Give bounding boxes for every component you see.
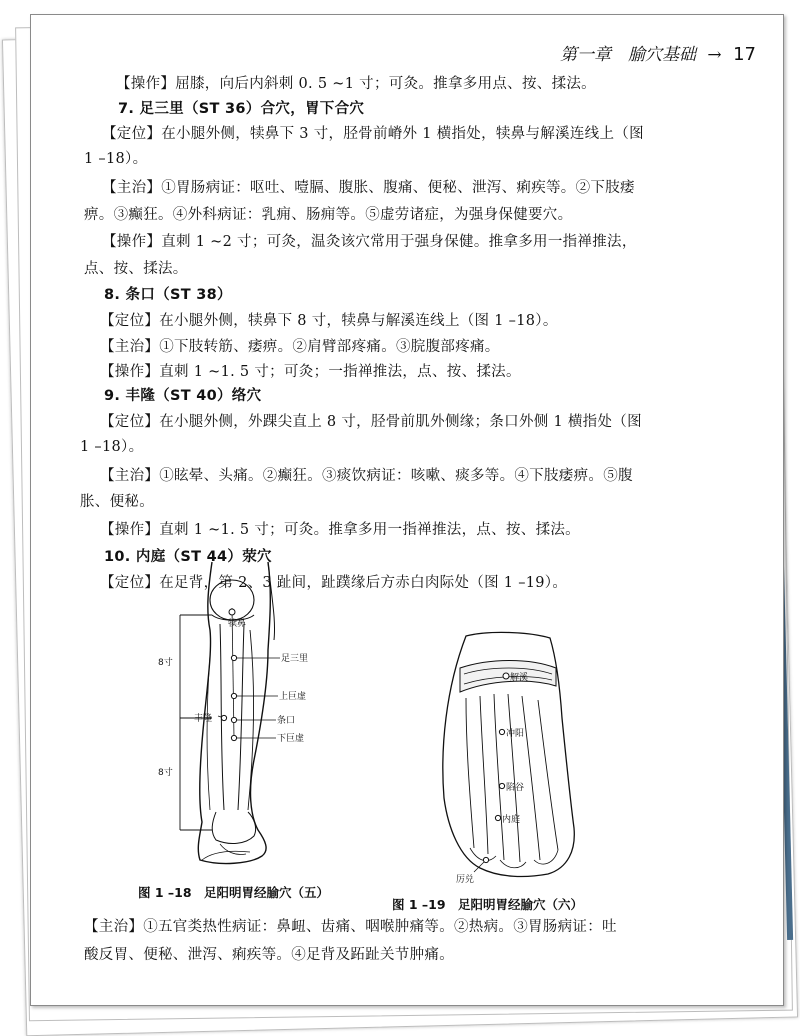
acupoint-fenglong — [221, 715, 226, 720]
acupoint-neiting — [495, 815, 500, 820]
text-line: 【定位】在小腿外侧，外踝尖直上 8 寸，胫骨前肌外侧缘；条口外侧 1 横指处（图 — [100, 414, 642, 430]
acupoint-zusanli — [231, 655, 236, 660]
text-line: 【主治】①五官类热性病证：鼻衄、齿痛、咽喉肿痛等。②热病。③胃肠病证：吐 — [84, 919, 617, 935]
text-line: 【主治】①下肢转筋、痿痹。②肩臂部疼痛。③脘腹部疼痛。 — [100, 339, 500, 355]
figure-1-18-caption: 图 1 –18 足阳明胃经腧穴（五） — [138, 885, 330, 900]
text-line: 胀、便秘。 — [80, 494, 154, 510]
text-line: 痹。③癫狂。④外科病证：乳痈、肠痈等。⑤虚劳诸症，为强身保健要穴。 — [84, 207, 573, 223]
page-number: 17 — [733, 44, 756, 65]
text-line: 1 –18）。 — [80, 439, 144, 455]
label-shangjuxu: 上巨虚 — [279, 692, 307, 702]
text-line: 酸反胃、便秘、泄泻、痢疾等。④足背及跖趾关节肿痛。 — [84, 947, 454, 963]
label-chongyang: 冲阳 — [506, 729, 525, 739]
label-xiangu: 陷谷 — [506, 783, 525, 793]
section-heading: 10. 内庭（ST 44）荥穴 — [104, 549, 272, 565]
label-dubi: 犊鼻 — [228, 619, 247, 629]
text-line: 【操作】直刺 1 ~1. 5 寸；可灸；一指禅推法，点、按、揉法。 — [100, 364, 521, 380]
text-line: 【操作】屈膝，向后内斜刺 0. 5 ~1 寸；可灸。推拿多用点、按、揉法。 — [116, 76, 596, 92]
text-line: 1 –18）。 — [84, 151, 148, 167]
label-tiaokou: 条口 — [277, 716, 296, 726]
label-zusanli: 足三里 — [281, 654, 309, 664]
text-line: 点、按、揉法。 — [84, 261, 188, 277]
label-neiting: 内庭 — [502, 815, 521, 825]
section-heading: 8. 条口（ST 38） — [104, 287, 232, 303]
figure-1-19-foot-illustration — [430, 628, 580, 888]
acupoint-xiangu — [499, 783, 504, 788]
acupoint-chongyang — [499, 729, 504, 734]
label-8cun-lower: 8寸 — [158, 768, 173, 778]
section-heading: 7. 足三里（ST 36）合穴，胃下合穴 — [118, 101, 365, 117]
label-fenglong: 丰隆 — [194, 714, 213, 724]
label-8cun-upper: 8寸 — [158, 658, 173, 668]
label-xiajuxu: 下巨虚 — [277, 734, 305, 744]
chapter-title: 第一章 腧穴基础 — [560, 45, 696, 65]
section-heading: 9. 丰隆（ST 40）络穴 — [104, 388, 262, 404]
acupoint-shangjuxu — [231, 693, 236, 698]
acupoint-dubi — [229, 609, 235, 615]
text-line: 【定位】在足背，第 2、3 趾间，趾蹼缘后方赤白肉际处（图 1 –19）。 — [100, 575, 568, 591]
acupoint-jiexi — [503, 673, 509, 679]
figure-1-18-leg-illustration — [150, 560, 340, 880]
text-line: 【操作】直刺 1 ~2 寸；可灸，温灸该穴常用于强身保健。推拿多用一指禅推法， — [102, 234, 637, 250]
text-line: 【主治】①眩晕、头痛。②癫狂。③痰饮病证：咳嗽、痰多等。④下肢痿痹。⑤腹 — [100, 468, 633, 484]
text-line: 【定位】在小腿外侧，犊鼻下 8 寸，犊鼻与解溪连线上（图 1 –18）。 — [100, 313, 558, 329]
text-line: 【定位】在小腿外侧，犊鼻下 3 寸，胫骨前嵴外 1 横指处，犊鼻与解溪连线上（图 — [102, 126, 644, 142]
figure-1-19-caption: 图 1 –19 足阳明胃经腧穴（六） — [392, 897, 584, 912]
page-header — [560, 40, 756, 65]
acupoint-lidui — [483, 857, 488, 862]
arrow-icon: → — [707, 45, 722, 65]
text-line: 【主治】①胃肠病证：呕吐、噎膈、腹胀、腹痛、便秘、泄泻、痢疾等。②下肢痿 — [102, 180, 635, 196]
text-line: 【操作】直刺 1 ~1. 5 寸；可灸。推拿多用一指禅推法，点、按、揉法。 — [100, 522, 580, 538]
acupoint-xiajuxu — [231, 735, 236, 740]
label-jiexi: 解溪 — [510, 673, 529, 683]
label-lidui: 厉兑 — [456, 875, 475, 885]
acupoint-tiaokou — [231, 717, 236, 722]
